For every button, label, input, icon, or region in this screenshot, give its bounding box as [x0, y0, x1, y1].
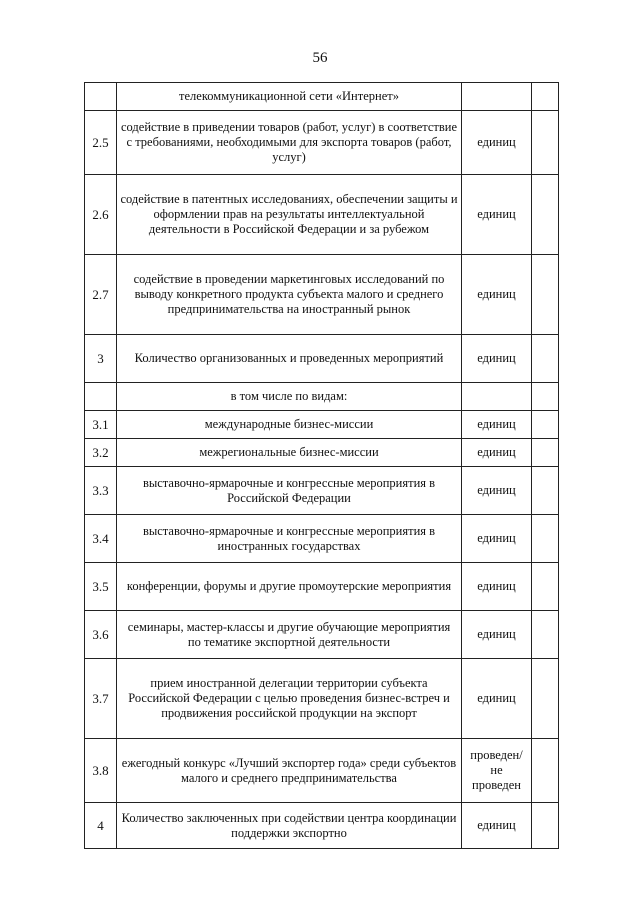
table-row [85, 611, 559, 659]
table-row [85, 739, 559, 803]
indicator-description-cell: Количество организованных и проведенных мероприятий [117, 335, 462, 383]
row-number-cell: 3.2 [85, 439, 117, 467]
value-cell [532, 803, 559, 849]
row-number-cell: 2.5 [85, 111, 117, 175]
row-number-cell: 4 [85, 803, 117, 849]
indicator-description-cell: содействие в патентных исследованиях, обеспечении защиты и оформлении прав на результаты интеллектуальной деятельности в Российской Федерации и за рубежом [117, 175, 462, 255]
indicator-description-cell: семинары, мастер-классы и другие обучающие мероприятия по тематике экспортной деятельности [117, 611, 462, 659]
unit-cell: единиц [462, 467, 532, 515]
unit-cell [462, 83, 532, 111]
table-row [85, 563, 559, 611]
value-cell [532, 659, 559, 739]
row-number-cell: 3.6 [85, 611, 117, 659]
unit-cell: единиц [462, 803, 532, 849]
table-row [85, 335, 559, 383]
unit-cell: единиц [462, 515, 532, 563]
value-cell [532, 175, 559, 255]
row-number-cell: 2.7 [85, 255, 117, 335]
indicators-table [84, 82, 559, 849]
row-number-cell: 3.5 [85, 563, 117, 611]
unit-cell: единиц [462, 335, 532, 383]
indicator-description-cell: в том числе по видам: [117, 383, 462, 411]
row-number-cell: 3.3 [85, 467, 117, 515]
value-cell [532, 739, 559, 803]
indicator-description-cell: содействие в приведении товаров (работ, услуг) в соответствие с требованиями, необходимыми для экспорта товаров (работ, услуг) [117, 111, 462, 175]
value-cell [532, 439, 559, 467]
unit-cell: единиц [462, 111, 532, 175]
table-row [85, 411, 559, 439]
unit-cell: единиц [462, 611, 532, 659]
unit-cell [462, 383, 532, 411]
table-row [85, 515, 559, 563]
value-cell [532, 411, 559, 439]
value-cell [532, 611, 559, 659]
table-row [85, 467, 559, 515]
indicator-description-cell: межрегиональные бизнес-миссии [117, 439, 462, 467]
row-number-cell: 3.4 [85, 515, 117, 563]
unit-cell: единиц [462, 175, 532, 255]
table-row [85, 175, 559, 255]
indicator-description-cell: телекоммуникационной сети «Интернет» [117, 83, 462, 111]
indicator-description-cell: ежегодный конкурс «Лучший экспортер года» среди субъектов малого и среднего предпринимательства [117, 739, 462, 803]
unit-cell: единиц [462, 563, 532, 611]
value-cell [532, 467, 559, 515]
value-cell [532, 335, 559, 383]
unit-cell: единиц [462, 659, 532, 739]
unit-cell: единиц [462, 255, 532, 335]
table-row [85, 803, 559, 849]
row-number-cell: 3.1 [85, 411, 117, 439]
unit-cell: единиц [462, 411, 532, 439]
indicator-description-cell: конференции, форумы и другие промоутерские мероприятия [117, 563, 462, 611]
table-row [85, 439, 559, 467]
page-number: 56 [312, 50, 328, 66]
value-cell [532, 383, 559, 411]
unit-cell: единиц [462, 439, 532, 467]
table-row [85, 83, 559, 111]
row-number-cell [85, 83, 117, 111]
indicator-description-cell: содействие в проведении маркетинговых исследований по выводу конкретного продукта субъекта малого и среднего предпринимательства на иностранный рынок [117, 255, 462, 335]
indicator-description-cell: выставочно-ярмарочные и конгрессные мероприятия в Российской Федерации [117, 467, 462, 515]
table-row [85, 383, 559, 411]
row-number-cell [85, 383, 117, 411]
table-row [85, 255, 559, 335]
value-cell [532, 515, 559, 563]
row-number-cell: 3 [85, 335, 117, 383]
row-number-cell: 3.7 [85, 659, 117, 739]
value-cell [532, 83, 559, 111]
value-cell [532, 255, 559, 335]
row-number-cell: 2.6 [85, 175, 117, 255]
unit-cell: проведен/ не проведен [462, 739, 532, 803]
table-row [85, 111, 559, 175]
indicator-description-cell: прием иностранной делегации территории субъекта Российской Федерации с целью проведения бизнес-встреч и продвижения российской продукции на экспорт [117, 659, 462, 739]
indicator-description-cell: выставочно-ярмарочные и конгрессные мероприятия в иностранных государствах [117, 515, 462, 563]
table-row [85, 659, 559, 739]
value-cell [532, 563, 559, 611]
indicator-description-cell: Количество заключенных при содействии центра координации поддержки экспортно [117, 803, 462, 849]
indicator-description-cell: международные бизнес-миссии [117, 411, 462, 439]
row-number-cell: 3.8 [85, 739, 117, 803]
value-cell [532, 111, 559, 175]
